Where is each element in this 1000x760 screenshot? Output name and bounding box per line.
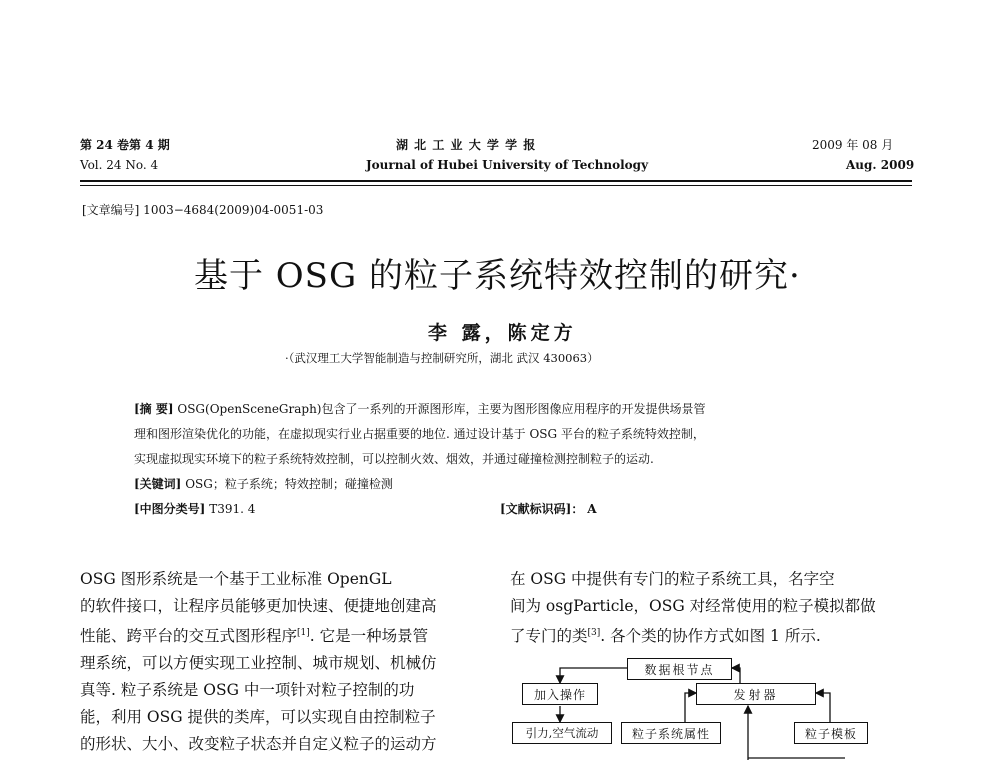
- journal-title-en: Journal of Hubei University of Technology: [366, 158, 649, 172]
- left-line-7: 的形状、大小、改变粒子状态并自定义粒子的运动方: [80, 735, 437, 754]
- date-cn: 2009 年 08 月: [812, 138, 894, 152]
- node-template: 粒子模板: [794, 722, 868, 744]
- doc-code-line: [500, 497, 597, 522]
- edge-attr-emitter: [685, 693, 696, 722]
- header-rule-thick: [80, 180, 912, 182]
- abstract-line-3: 实现虚拟现实环境下的粒子系统特效控制，可以控制火效、烟效，并通过碰撞检测控制粒子的运动.: [134, 452, 654, 466]
- left-line-3-text: 性能、跨平台的交互式图形程序: [80, 627, 298, 646]
- left-line-3-tail: . 它是一种场景管: [309, 627, 429, 646]
- doc-code-label: [文献标识码]：: [500, 502, 584, 516]
- node-forces: 引力,空气流动: [512, 722, 612, 744]
- keywords-text: OSG；粒子系统；特效控制；碰撞检测: [185, 477, 393, 491]
- right-line-3: [510, 620, 920, 650]
- left-line-2: 的软件接口，让程序员能够更加快速、便捷地创建高: [80, 597, 437, 615]
- right-column: [510, 566, 920, 650]
- left-line-1: OSG 图形系统是一个基于工业标准 OpenGL: [80, 570, 392, 588]
- volume-en: Vol. 24 No. 4: [80, 158, 159, 172]
- journal-title-cn: 湖 北 工 业 大 学 学 报: [396, 138, 537, 152]
- edge-emitter-root: [732, 668, 740, 683]
- abstract-line-1: [134, 397, 706, 422]
- abstract-line-2: 理和图形渲染优化的功能，在虚拟现实行业占据重要的地位. 通过设计基于 OSG 平台的粒子系统特效控制，: [134, 427, 705, 441]
- citation-1: [1]: [297, 628, 310, 638]
- header-rule-thin: [80, 185, 912, 186]
- volume-cn: 第 24 卷第 4 期: [80, 138, 170, 152]
- affiliation: ·（武汉理工大学智能制造与控制研究所，湖北 武汉 430063）: [285, 351, 599, 365]
- edge-template-emitter: [816, 693, 830, 722]
- node-psys-attr: 粒子系统属性: [621, 722, 721, 744]
- classification-text: T391. 4: [209, 502, 256, 516]
- classification-line: [134, 497, 255, 522]
- classification-label: [中图分类号]: [134, 502, 206, 516]
- abstract-label: [摘 要]: [134, 402, 174, 416]
- node-root: 数据根节点: [627, 658, 732, 680]
- node-emitter: 发射器: [696, 683, 816, 705]
- left-column: [80, 566, 480, 758]
- left-line-4: 理系统，可以方便实现工业控制、城市规划、机械仿: [80, 654, 437, 673]
- node-add-op: 加入操作: [522, 683, 598, 705]
- citation-3: [3]: [587, 628, 601, 638]
- abstract-text: OSG(OpenSceneGraph)包含了一系列的开源图形库，主要为图形图像应用程序的开发提供场景管: [177, 402, 706, 416]
- right-line-3-tail: . 各个类的协作方式如图 1 所示.: [600, 627, 821, 646]
- right-line-3-text: 了专门的类: [510, 627, 588, 646]
- paper-title: 基于 OSG 的粒子系统特效控制的研究·: [194, 256, 801, 296]
- right-line-1: 在 OSG 中提供有专门的粒子系统工具，名字空: [510, 570, 835, 588]
- date-en: Aug. 2009: [846, 158, 915, 172]
- doc-code-text: A: [587, 502, 597, 516]
- left-line-6: 能，利用 OSG 提供的类库，可以实现自由控制粒子: [80, 708, 436, 727]
- left-line-5: 真等. 粒子系统是 OSG 中一项针对粒子控制的功: [80, 681, 415, 700]
- keywords-line: [134, 472, 393, 497]
- left-line-3: [80, 620, 480, 650]
- authors: 李 露，陈定方: [428, 322, 577, 344]
- keywords-label: [关键词]: [134, 477, 182, 491]
- edge-root-addop: [560, 668, 627, 683]
- article-id: [文章编号] 1003−4684(2009)04-0051-03: [82, 203, 324, 217]
- right-line-2: 间为 osgParticle，OSG 对经常使用的粒子模拟都做: [510, 597, 876, 615]
